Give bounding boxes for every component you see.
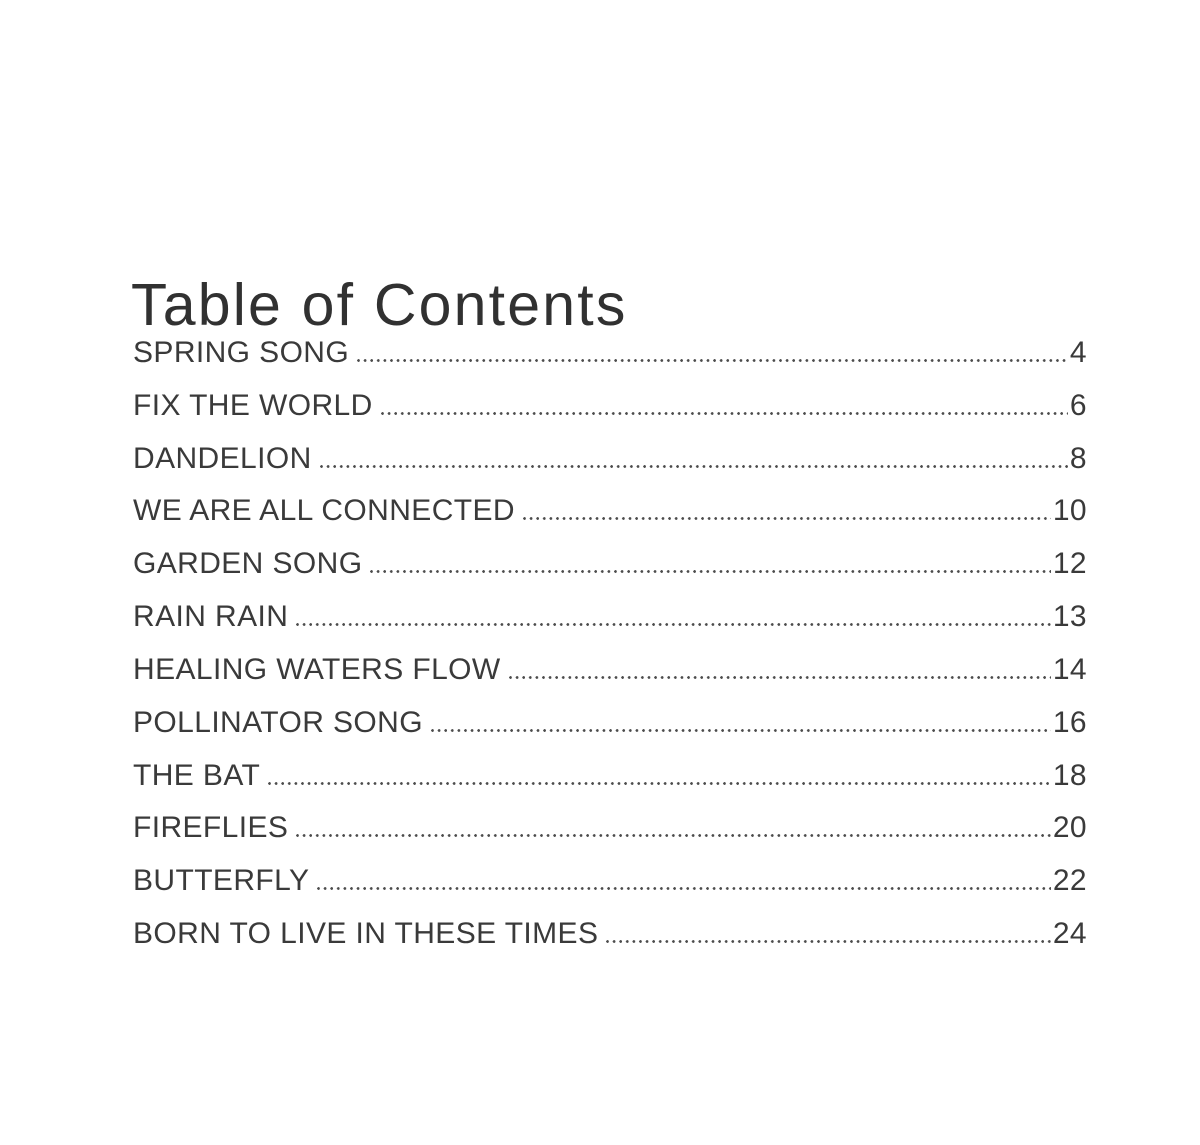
toc-entry-label: FIREFLIES (133, 811, 289, 845)
toc-dotted-leader (431, 729, 1051, 732)
toc-entry-page-number: 13 (1052, 600, 1087, 634)
toc-dotted-leader (296, 623, 1051, 626)
toc-entry-label: SPRING SONG (133, 336, 350, 369)
toc-entry-page-number: 10 (1052, 494, 1087, 528)
toc-entry-page-number: 16 (1052, 705, 1087, 739)
page-title: Table of Contents (131, 271, 628, 338)
toc-dotted-leader (370, 570, 1050, 573)
toc-entry-page-number: 12 (1052, 547, 1087, 581)
toc-entry-page-number: 4 (1069, 336, 1087, 369)
toc-entry (133, 433, 1087, 486)
toc-dotted-leader (296, 834, 1051, 837)
toc-dotted-leader (357, 359, 1068, 362)
toc-entry (133, 380, 1087, 433)
toc-dotted-leader (523, 517, 1051, 520)
toc-entry (133, 591, 1087, 644)
toc-entry (133, 802, 1087, 855)
toc-entry (133, 485, 1087, 538)
toc-entry-label: POLLINATOR SONG (133, 705, 423, 739)
toc-entry-label: WE ARE ALL CONNECTED (133, 494, 515, 528)
toc-entry-page-number: 14 (1052, 652, 1087, 686)
toc-entry-page-number: 22 (1052, 864, 1087, 898)
toc-dotted-leader (320, 465, 1068, 468)
toc-entry (133, 855, 1087, 908)
toc-entry-label: FIX THE WORLD (133, 388, 373, 422)
toc-entry (133, 750, 1087, 803)
toc-entry-page-number: 6 (1069, 388, 1087, 422)
toc-entry-page-number: 20 (1052, 811, 1087, 845)
toc-entry (133, 908, 1087, 961)
toc-entry-label: RAIN RAIN (133, 600, 289, 634)
toc-entry-page-number: 8 (1069, 441, 1087, 475)
toc-entry-label: HEALING WATERS FLOW (133, 652, 501, 686)
toc-entry-label: BUTTERFLY (133, 864, 310, 898)
toc-dotted-leader (509, 676, 1051, 679)
toc-entry-label: GARDEN SONG (133, 547, 363, 581)
toc-entry-label: DANDELION (133, 441, 312, 475)
toc-list (133, 327, 1087, 961)
toc-dotted-leader (268, 782, 1051, 785)
toc-dotted-leader (317, 887, 1050, 890)
toc-entry (133, 697, 1087, 750)
toc-entry-label: THE BAT (133, 758, 261, 792)
toc-entry (133, 644, 1087, 697)
toc-dotted-leader (381, 412, 1068, 415)
toc-entry (133, 327, 1087, 380)
toc-entry (133, 538, 1087, 591)
toc-entry-page-number: 24 (1052, 917, 1087, 951)
toc-entry-label: BORN TO LIVE IN THESE TIMES (133, 917, 599, 951)
toc-entry-page-number: 18 (1052, 758, 1087, 792)
toc-dotted-leader (606, 940, 1050, 943)
